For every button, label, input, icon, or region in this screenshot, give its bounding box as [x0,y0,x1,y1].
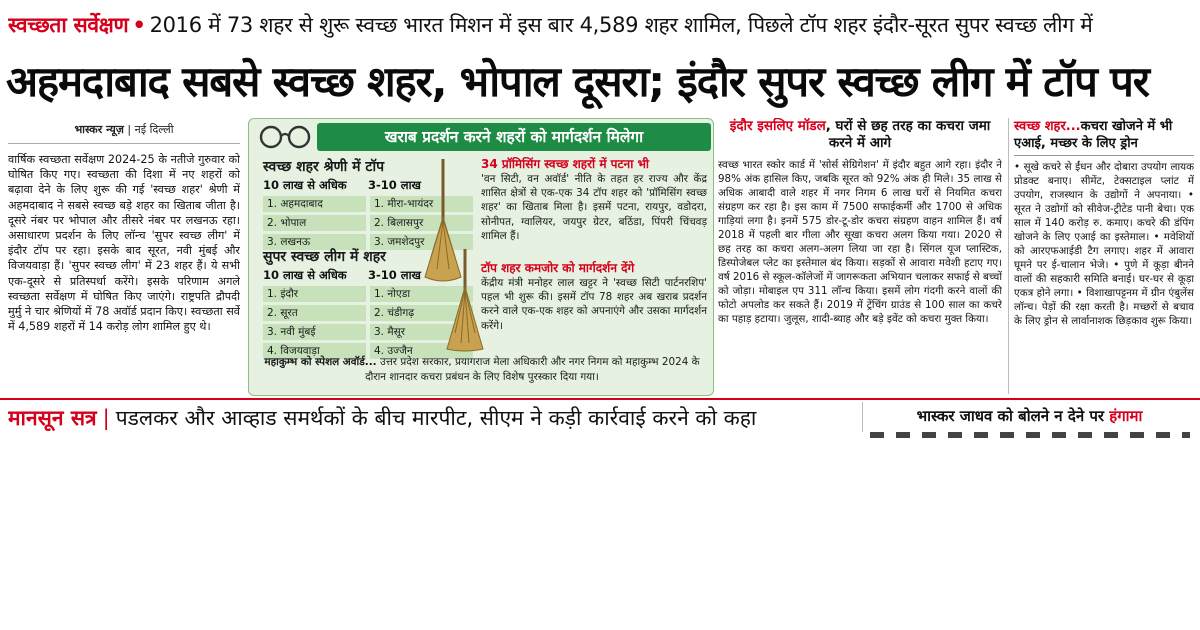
indore-title [718,118,1002,152]
tech-title-rest: कचरा खोजने में भी एआई, मच्छर के लिए ड्रोन [1014,119,1173,151]
bottom-right-headline [862,402,1196,432]
kicker-dot: • [132,13,146,37]
byline [8,118,240,144]
rank-cell: 3. जमशेदपुर [370,234,473,250]
rank-cell: 1. इंदौर [263,286,366,302]
lead-paragraph: वार्षिक स्वच्छता सर्वेक्षण 2024-25 के नतीजे गुरुवार को घोषित किए गए। स्वच्छता की दिशा में नए शहरों को बढ़ावा देने के लिए शुरू की गई 'स्वच्छ शहर' श्रेणी में अहमदाबाद ने सबसे स्वच्छ बड़े शहर का खिताब जीता है। दूसरे नंबर पर भोपाल और तीसरे नंबर पर लखनऊ रहा। असाधारण प्रदर्शन के लिए लॉन्च 'सुपर स्वच्छ लीग' में इंदौर टॉप पर रहा। इसके बाद सूरत, नवी मुंबई और विजयवाड़ा हैं। 'सुपर स्वच्छ लीग' में 23 शहर हैं। ये सभी एक-दूसरे से प्रतिस्पर्धा करेंगे। इसके परिणाम अगले स्वच्छता सर्वेक्षण में घोषित किए जाएंगे। राष्ट्रपति द्रौपदी मुर्मु ने चार श्रेणियों में 78 अवॉर्ड प्रदान किए। स्वच्छता सर्वे में 4,589 शहरों में 14 करोड़ लोग शामिल हुए थे। [8,153,240,334]
rank-cell: 2. चंडीगढ़ [370,305,473,321]
broom-icon [419,157,485,353]
rank-cell: 2. सूरत [263,305,366,321]
rank-cell: 3. नवी मुंबई [263,324,366,340]
indore-title-rest: , घरों से छह तरह का कचरा जमा करने में आगे [825,118,991,151]
super-league-col2: 3-10 लाख [368,268,421,282]
indore-paragraph: स्वच्छ भारत स्कोर कार्ड में 'सोर्स सेग्रिगेशन' में इंदौर बहुत आगे रहा। इंदौर ने 98% अंक हासिल किए, जबकि सूरत को 92% अंक ही मिले। 35 लाख से अधिक आबादी वाले शहर में नगर निगम 6 लाख घरों से नियमित कचरा संग्रहण कर रहा है। इस काम में 7500 सफाईकर्मी और 1700 से अधिक गाड़ियां लगा है। इनमें 575 डोर-टू-डोर कचरा संग्रहण वाहन शामिल हैं। वर्ष 2018 में पहली बार गीला और सूखा कचरा अलग किया गया। 2020 से छह तरह का कचरा अलग-अलग लिया जा रहा है। सिंगल यूज प्लास्टिक, डिस्पोजेबल प्लेट का इस्तेमाल बंद किया। सड़कों से आवारा मवेशी हटाए गए। वर्ष 2016 से स्कूल-कॉलेजों में जागरूकता अभियान चलाकर सफाई से बच्चों को जोड़ा। मोबाइल एप 311 लॉन्च किया। इसमें लोग गंदगी करने वालों की फोटो अपलोड कर सकते हैं। 2019 में ट्रेंचिंग ग्राउंड से 100 साल का कचरे का पहाड़ हटाया। जुलूस, शादी-ब्याह और बड़े इवेंट को कचरा मुक्त किया। [718,159,1002,325]
award-lead: महाकुम्भ को स्पेशल अवॉर्ड... [264,356,377,368]
guidance-title: टॉप शहर कमजोर को मार्गदर्शन देंगे [481,261,635,275]
bottom-right-highlight: हंगामा [1109,407,1143,425]
super-league-title: सुपर स्वच्छ लीग में शहर [263,249,386,265]
info-banner: खराब प्रदर्शन करने शहरों को मार्गदर्शन मिलेगा [317,123,711,151]
bottom-separator: | [102,406,110,430]
rank-cell: 2. बिलासपुर [370,215,473,231]
bottom-right-text: भास्कर जाधव को बोलने न देने पर [916,407,1105,425]
award-text: उत्तर प्रदेश सरकार, प्रयागराज मेला अधिकारी और नगर निगम को महाकुम्भ 2024 के दौरान शानदार कचरा प्रबंधन के लिए विशेष पुरस्कार दिया गया। [365,356,700,383]
rank-cell: 4. विजयवाड़ा [263,343,366,359]
indore-title-highlight: इंदौर इसलिए मॉडल [729,118,826,134]
promising-text: 'वन सिटी, वन अवॉर्ड' नीति के तहत हर राज्य और केंद्र शासित क्षेत्रों से एक-एक 34 टॉप शहर को 'प्रॉमिसिंग स्वच्छ शहर' का खिताब मिला है। इसमें पटना, रायपुर, वडोदरा, सोनीपत, ग्वालियर, जयपुर ग्रेटर, बठिंडा, पिंपरी चिंचवड़ शामिल हैं। [481,173,707,242]
byline-separator: | [127,123,132,136]
main-headline: अहमदाबाद सबसे स्वच्छ शहर, भोपाल दूसरा; इंदौर सुपर स्वच्छ लीग में टॉप पर [6,57,1149,106]
clean-city-title: स्वच्छ शहर श्रेणी में टॉप [263,159,385,175]
tech-paragraph: • सूखे कचरे से ईंधन और दोबारा उपयोग लायक प्रोडक्ट बनाए। सीमेंट, टेक्सटाइल प्लांट में उपयोग, राजस्थान के उद्योगों ने अपनाया। • सूरत ने उद्योगों को सीवेज-ट्रीटेड पानी बेचा। एक साल में 140 करोड़ रु. कमाए। कचरे की डंपिंग खोजने के लिए एआई का इस्तेमाल। • मवेशियों को आरएफआईडी टैग लगाए। शहर में आवारा घूमने पर ई-चालान भेजे। • पुणे में कूड़ा बीनने वालों की सहकारी समिति बनाई। घर-घर से कूड़ा एकत्र होने लगा। • विशाखापट्टनम में ग्रीन एंबुलेंस लॉन्च। पेड़ों की रक्षा करती है। मच्छरों से बचाव के लिए ड्रोन से लार्वानाशक छिड़काव शुरू किया। [1014,161,1194,327]
rank-cell: 3. मैसूर [370,324,473,340]
tech-title-highlight: स्वच्छ शहर... [1014,119,1081,134]
promising-title: 34 प्रॉमिसिंग स्वच्छ शहरों में पटना भी [481,157,650,171]
rank-cell: 1. मीरा-भायंदर [370,196,473,212]
award-note [259,355,705,393]
guidance-text: केंद्रीय मंत्री मनोहर लाल खट्टर ने 'स्वच्छ सिटी पार्टनरशिप' पहल भी शुरू की। इसमें टॉप 78 शहर अब खराब प्रदर्शन करने वाले एक-एक शहर को अपनाएंगे और उसका मार्गदर्शन करेंगे। [481,277,707,332]
info-box [248,118,714,396]
byline-place: नई दिल्ली [134,123,174,136]
clean-city-col1: 10 लाख से अधिक [263,178,347,192]
bottom-headline [8,402,858,434]
rank-cell: 1. अहमदाबाद [263,196,366,212]
rank-cell: 4. उज्जैन [370,343,473,359]
guidance-note [481,261,707,333]
clean-city-col2: 3-10 लाख [368,178,421,192]
bottom-text: पडलकर और आव्हाड समर्थकों के बीच मारपीट, सीएम ने कड़ी कार्रवाई करने को कहा [115,406,757,430]
kicker-line [8,6,1194,46]
cropped-text-edge [870,432,1190,438]
promising-cities [481,157,707,243]
rank-cell: 2. भोपाल [263,215,366,231]
kicker-text: 2016 में 73 शहर से शुरू स्वच्छ भारत मिशन में इस बार 4,589 शहर शामिल, पिछले टॉप शहर इंदौर-सूरत सुपर स्वच्छ लीग में [149,13,1093,37]
lead-column [8,118,240,394]
clean-city-tech-column [1008,118,1194,394]
super-league-col1: 10 लाख से अधिक [263,268,347,282]
bottom-tag: मानसून सत्र [8,406,97,430]
section-tag: स्वच्छता सर्वेक्षण [8,13,129,37]
spectacles-icon [257,125,315,149]
rank-cell: 1. नोएडा [370,286,473,302]
tech-title [1014,118,1194,156]
rank-cell: 3. लखनऊ [263,234,366,250]
byline-source: भास्कर न्यूज़ [74,123,124,136]
indore-column [718,118,1002,394]
section-divider [0,398,1200,400]
